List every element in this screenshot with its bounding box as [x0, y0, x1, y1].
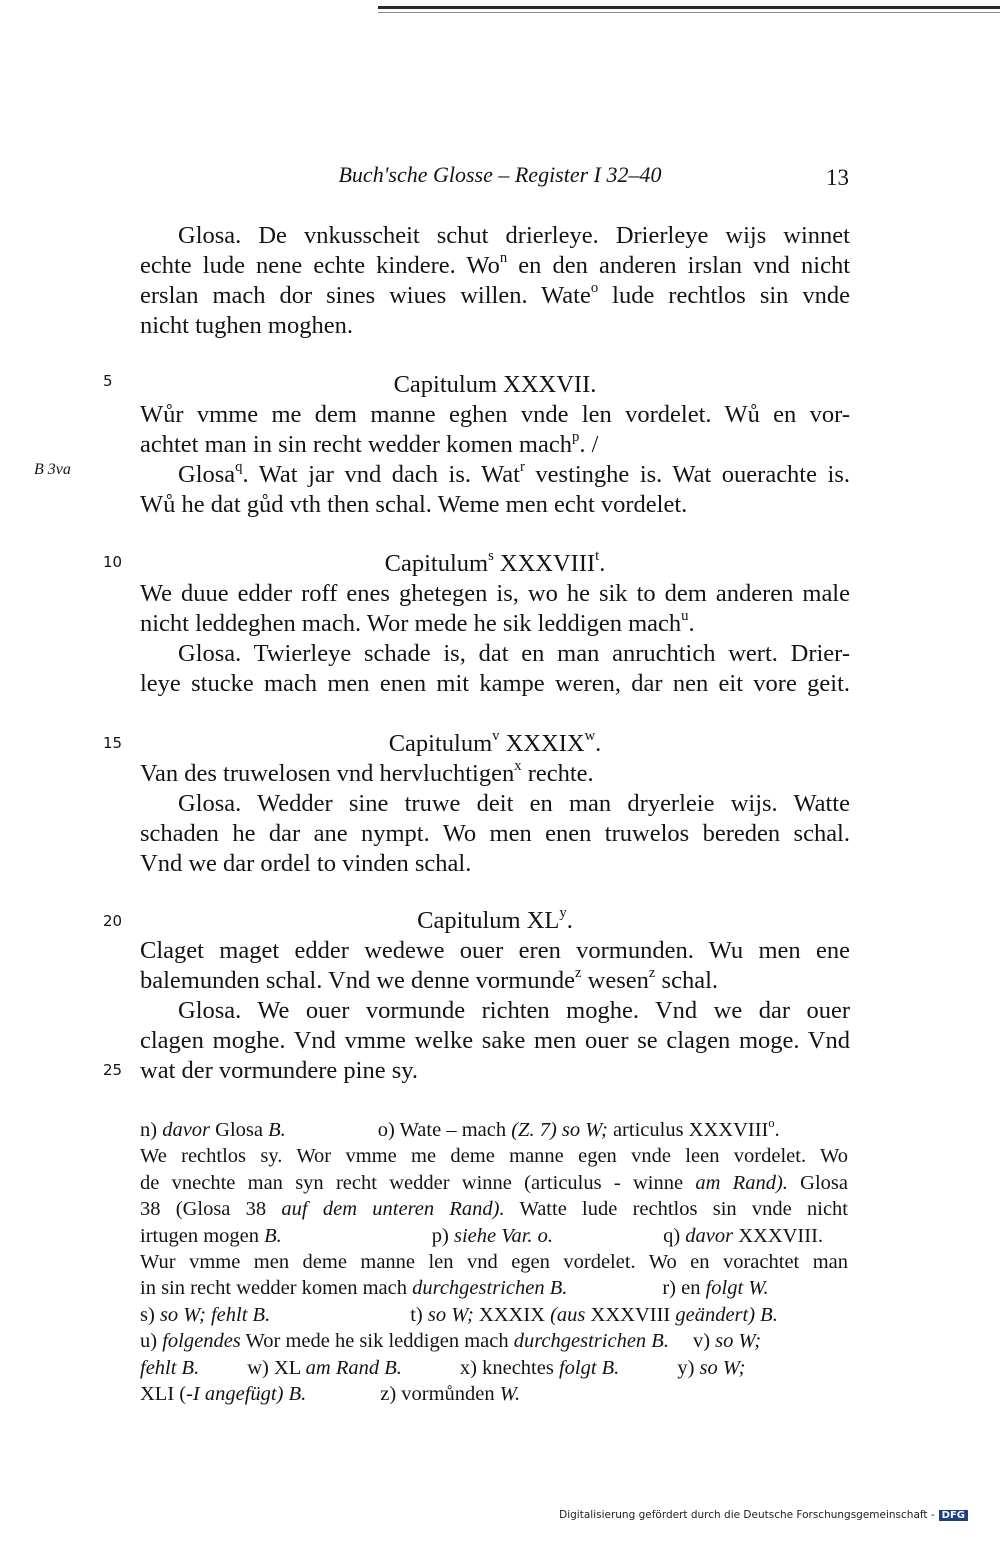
text-line: Wůr vmme me dem manne eghen vnde len vordelet. Wů en vor- [140, 401, 850, 428]
text-line: We duue edder roff enes ghetegen is, wo he sik to dem anderen male [140, 580, 850, 607]
note-line: n) davor Glosa B. o) Wate – mach (Z. 7) so W; articulus XXXVIII$^o$. [140, 1115, 780, 1141]
top-rule-thin [378, 12, 1000, 13]
text-line: wat der vormundere pine sy. [140, 1057, 419, 1084]
note-line: 38 (Glosa 38 auf dem unteren Rand). Watte lude rechtlos sin vnde nicht [140, 1198, 848, 1221]
text-line: achtet man in sin recht wedder komen mach$^p$. / [140, 428, 599, 458]
text-line: leye stucke mach men enen mit kampe weren, dar nen eit vore geit. [140, 670, 850, 697]
note-line: fehlt B. w) XL am Rand B. x) knechtes folgt B. y) so W; [140, 1356, 746, 1379]
chapter-38-text [140, 579, 850, 699]
text-line: erslan mach dor sines wiues willen. Wate$^o$ lude rechtlos sin vnde [140, 279, 850, 309]
credit-text: Digitalisierung gefördert durch die Deutsche Forschungsgemeinschaft - [559, 1509, 935, 1521]
line-number: 10 [103, 553, 123, 571]
chapter-heading-40: Capitulum $XL^y$. [417, 904, 573, 934]
text-line: Van des truwelosen vnd hervluchtigen$^x$ rechte. [140, 757, 594, 787]
line-number: 15 [103, 734, 123, 752]
running-head: Buch'sche Glosse – Register I 32–40 [338, 162, 662, 187]
note-line: irtugen mogen B. p) siehe Var. o. q) davor XXXVIII. [140, 1224, 824, 1247]
text-line: balemunden schal. Vnd we denne vormunde$^z$ wesen$^z$ schal. [140, 964, 718, 994]
text-line: echte lude nene echte kindere. Wo$^n$ en den anderen irslan vnd nicht [140, 249, 850, 279]
note-line: Wur vmme men deme manne len vnd egen vordelet. Wo en vorachtet man [140, 1251, 848, 1274]
chapter-40-text [140, 936, 850, 1086]
text-line: nicht leddeghen mach. Wor mede he sik leddigen mach$^u$. [140, 607, 695, 637]
chapter-heading-38: Capitulum$^s$ XXXVIII$^t$. [384, 547, 606, 577]
chapter-heading-37: Capitulum XXXVII. [393, 371, 597, 398]
critical-apparatus [140, 1117, 848, 1407]
note-line: We rechtlos sy. Wor vmme me deme manne egen vnde leen vordelet. Wo [140, 1145, 848, 1168]
text-line: Glosa. We ouer vormunde richten moghe. Vnd we dar ouer [178, 997, 850, 1024]
note-line: de vnechte man syn recht wedder winne (articulus - winne am Rand). Glosa [140, 1171, 849, 1194]
text-line: Wů he dat gůd vth then schal. Weme men echt vordelet. [140, 491, 688, 518]
text-line: Glosa$^q$. Wat jar vnd dach is. Wat$^r$ vestinghe is. Wat ouerachte is. [178, 458, 850, 488]
text-line: Glosa. Twierleye schade is, dat en man anruchtich wert. Drier- [178, 640, 850, 667]
note-line: in sin recht wedder komen mach durchgestrichen B. r) en folgt W. [140, 1277, 769, 1300]
note-line: u) folgendes Wor mede he sik leddigen mach durchgestrichen B. v) so W; [140, 1330, 762, 1353]
text-line: Claget maget edder wedewe ouer eren vormunden. Wu men ene [140, 937, 850, 964]
text-line: Glosa. Wedder sine truwe deit en man dryerleie wijs. Watte [178, 790, 850, 817]
note-line: s) so W; fehlt B. t) so W; XXXIX (aus XXXVIII geändert) B. [140, 1303, 778, 1326]
line-number: 20 [103, 912, 123, 930]
line-number: 25 [103, 1061, 123, 1079]
chapter-37-text [140, 400, 850, 520]
text-line: Vnd we dar ordel to vinden schal. [140, 850, 472, 877]
text-line: clagen moghe. Vnd vmme welke sake men ouer se clagen moge. Vnd [140, 1027, 850, 1054]
digitization-credit [559, 1509, 968, 1521]
chapter-39-text [140, 759, 850, 879]
chapter-heading-39: Capitulum$^v$ XXXIX$^w$. [388, 727, 602, 757]
page-number: 13 [826, 165, 849, 190]
gloss-paragraph-36 [140, 221, 850, 341]
text-line: nicht tughen moghen. [140, 312, 353, 339]
manuscript-folio-marker: B 3va [34, 461, 71, 478]
top-rule [378, 6, 1000, 9]
text-line: Glosa. De vnkusscheit schut drierleye. Drierleye wijs winnet [178, 222, 850, 249]
line-number: 5 [103, 372, 113, 390]
dfg-logo: DFG [939, 1510, 968, 1521]
note-line: XLI (-I angefügt) B. z) vormůnden W. [140, 1383, 521, 1406]
text-line: schaden he dar ane nympt. Wo men enen truwelos bereden schal. [140, 820, 850, 847]
